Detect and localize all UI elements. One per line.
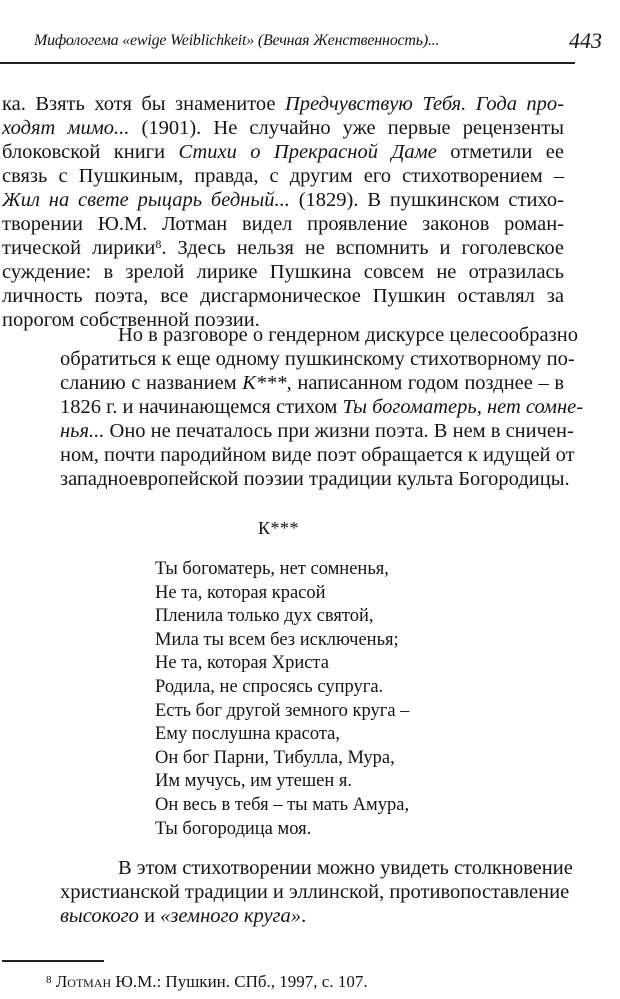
page-number: 443 — [569, 28, 602, 53]
text-line: В этом стихотворении можно увидеть столкновение — [118, 857, 573, 879]
paragraph-3 — [2, 856, 573, 928]
text-line: сланию с названием К***, написанном годом позднее – в — [60, 372, 564, 394]
footnote-rule — [2, 960, 104, 962]
text-line: личность поэта, все дисгармоническое Пушкин оставлял за — [2, 285, 564, 307]
footnote-author: Лотман — [55, 972, 112, 991]
paragraph-2 — [2, 323, 584, 491]
footnote-text: Ю.М.: Пушкин. СПб., 1997, с. 107. — [111, 972, 368, 991]
text-line: Но в разговоре о гендерном дискурсе целесообразно — [118, 324, 578, 346]
text-line: тической лирики$^8$. Здесь нельзя не вспомнить и гоголевское — [2, 237, 564, 259]
poem-line: Он бог Парни, Тибулла, Мура, — [155, 747, 395, 768]
poem-line: Родила, не спросясь супруга. — [155, 676, 384, 697]
footnote-ref: 8 — [155, 237, 162, 251]
text-line: порогом собственной поэзии. — [2, 309, 260, 331]
text-line: связь с Пушкиным, правда, с другим его стихотворением – — [2, 165, 564, 187]
poem-line: Он весь в тебя – ты мать Амура, — [155, 794, 410, 815]
poem-line: Ты богоматерь, нет сомненья, — [155, 559, 389, 579]
text-line: христианской традиции и эллинской, противопоставление — [60, 881, 570, 903]
poem-line: Им мучусь, им утешен я. — [155, 771, 352, 792]
poem-line: Есть бог другой земного круга – — [155, 700, 410, 721]
poem-line: Не та, которая Христа — [155, 653, 329, 674]
running-title: Мифологема «ewige Weiblichkeit» (Вечная Женственность)... — [34, 32, 440, 49]
text-line: ка. Взять хотя бы знаменитое Предчувствую Тебя. Года про- — [2, 93, 564, 115]
poem-title: К*** — [258, 518, 300, 538]
poem-line: Ему послушна красота, — [155, 724, 340, 745]
header-rule — [0, 62, 575, 64]
text-line: ном, почти пародийном виде поэт обращается к идущей от — [60, 444, 575, 466]
text-line: обратиться к еще одному пушкинскому стихотворному по- — [60, 348, 575, 370]
paragraph-1 — [2, 92, 564, 332]
text-line: западноевропейской поэзии традиции культа Богородицы. — [60, 468, 570, 490]
text-line: ходят мимо... (1901). Не случайно уже первые рецензенты — [2, 117, 565, 139]
poem-line: Мила ты всем без исключенья; — [155, 629, 399, 650]
text-line: Жил на свете рыцарь бедный... (1829). В пушкинском стихо- — [2, 189, 564, 211]
footnote-number: 8 — [46, 974, 52, 986]
text-line: творении Ю.М. Лотман видел проявление законов роман- — [2, 213, 564, 235]
poem-line: Пленила только дух святой, — [155, 606, 374, 627]
text-line: блоковской книги Стихи о Прекрасной Даме отметили ее — [2, 141, 564, 163]
page-header — [0, 20, 620, 60]
poem-line: Ты богородица моя. — [155, 818, 312, 839]
footnote — [46, 972, 368, 992]
text-line: 1826 г. и начинающемся стихом Ты богоматерь, нет сомне- — [60, 396, 584, 418]
text-line: нья... Оно не печаталось при жизни поэта. В нем в сничен- — [60, 420, 574, 442]
text-line: суждение: в зрелой лирике Пушкина совсем не отразилась — [2, 261, 564, 283]
poem-line: Не та, которая красой — [155, 582, 326, 603]
poem — [155, 558, 409, 841]
text-line: высокого и «земного круга». — [60, 905, 307, 927]
